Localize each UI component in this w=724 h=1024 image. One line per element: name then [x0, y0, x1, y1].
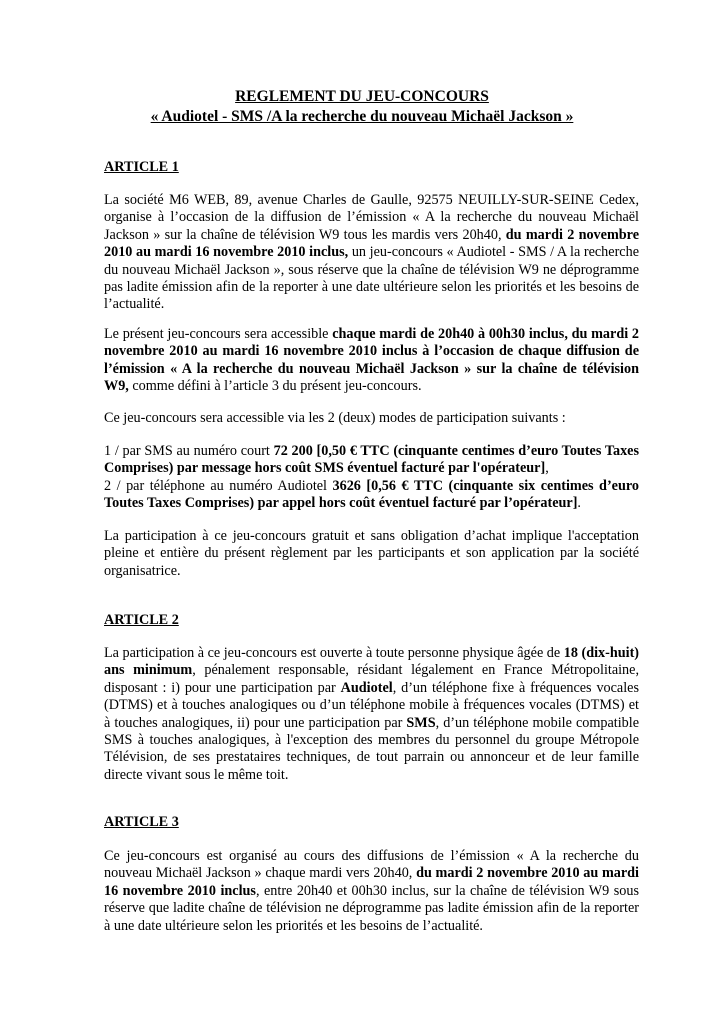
text-run-bold: 72 200 [0,50 € TTC (cinquante centimes d’euro Toutes Taxes Comprises) par message hors coût SMS éventuel facturé par l'opérateur] [104, 443, 639, 477]
document-title: REGLEMENT DU JEU-CONCOURS [235, 88, 489, 105]
text-run-bold: Audiotel [340, 679, 393, 696]
article-1-heading: ARTICLE 1 [104, 159, 179, 175]
text-run: , d’un téléphone mobile compatible SMS à touches analogiques, à l'exception des membres du personnel du groupe Métropole Télévision, de ses prestataires techniques, de tout parrain ou annonceur et de leur famille directe vivant sous le même toit. [104, 714, 639, 783]
text-run: 1 / par SMS au numéro court [104, 443, 274, 459]
text-run: Ce jeu-concours est organisé au cours des diffusions de l’émission « A la recherche du nouveau Michaël Jackson » chaque mardi vers 20h40, [104, 848, 639, 882]
article-2-paragraph-1 [104, 645, 639, 784]
article-1-paragraph-1 [104, 192, 639, 314]
text-run-bold: 18 (dix-huit) ans minimum [104, 645, 640, 679]
article-1-paragraph-6: La participation à ce jeu-concours gratuit et sans obligation d’achat implique l'acceptation pleine et entière du présent règlement par les participants et son application par la société organisatrice. [104, 528, 639, 579]
text-run: , pénalement responsable, résidant légalement en France Métropolitaine, disposant : i) pour une participation par [104, 662, 639, 696]
text-run-bold: chaque mardi de 20h40 à 00h30 inclus, du mardi 2 novembre 2010 au mardi 16 novembre 2010 inclus à l’occasion de chaque diffusion de l’émission « A la recherche du nouveau Michaël Jackson » sur la chaîne de télévision W9, [104, 326, 639, 395]
text-run-bold: du mardi 2 novembre 2010 au mardi 16 novembre 2010 inclus, [104, 226, 639, 261]
text-run: Le présent jeu-concours sera accessible [104, 326, 333, 342]
text-run: , d’un téléphone fixe à fréquences vocales (DTMS) et à touches analogiques ou d’un téléphone mobile à fréquences vocales (DTMS) et à touches analogiques, ii) pour une participation par [104, 679, 639, 731]
text-run-bold: du mardi 2 novembre 2010 au mardi 16 novembre 2010 inclus [104, 865, 639, 899]
text-run: La participation à ce jeu-concours est ouverte à toute personne physique âgée de [104, 645, 564, 661]
article-1-sms-mode [104, 443, 639, 478]
text-run-bold: 3626 [0,56 € TTC (cinquante six centimes d’euro Toutes Taxes Comprises) par appel hors coût éventuel facturé par l’opérateur] [104, 478, 639, 512]
text-run: , [545, 460, 549, 477]
article-1-audiotel-mode [104, 478, 639, 513]
article-1-paragraph-2 [104, 326, 639, 396]
article-1-paragraph-3: Ce jeu-concours sera accessible via les 2 (deux) modes de participation suivants : [104, 410, 566, 426]
text-run: comme défini à l’article 3 du présent jeu-concours. [128, 378, 422, 395]
article-3-paragraph-1 [104, 848, 639, 935]
article-3-heading: ARTICLE 3 [104, 814, 179, 830]
text-run: La société M6 WEB, 89, avenue Charles de Gaulle, 92575 NEUILLY-SUR-SEINE Cedex, organise à l’occasion de la diffusion de l’émission « A la recherche du nouveau Michaël Jackson » sur la chaîne de télévision W9 tous les mardis vers 20h40, [104, 192, 639, 243]
document-subtitle: « Audiotel - SMS /A la recherche du nouveau Michaël Jackson » [150, 108, 574, 125]
text-run: . [577, 495, 581, 512]
text-run: , entre 20h40 et 00h30 inclus, sur la chaîne de télévision W9 sous réserve que ladite chaîne de télévision ne déprogramme pas ladite émission afin de la reporter à une date ultérieure selon les priorités et les besoins de l’actualité. [104, 882, 640, 934]
article-2-heading: ARTICLE 2 [104, 612, 179, 628]
text-run-bold: SMS [406, 714, 436, 731]
text-run: un jeu-concours « Audiotel - SMS / A la recherche du nouveau Michaël Jackson », sous réserve que la chaîne de télévision W9 ne déprogramme pas ladite émission afin de la reporter à une date ultérieure selon les priorités et les besoins de l’actualité. [104, 244, 639, 313]
text-run: 2 / par téléphone au numéro Audiotel [104, 478, 333, 494]
